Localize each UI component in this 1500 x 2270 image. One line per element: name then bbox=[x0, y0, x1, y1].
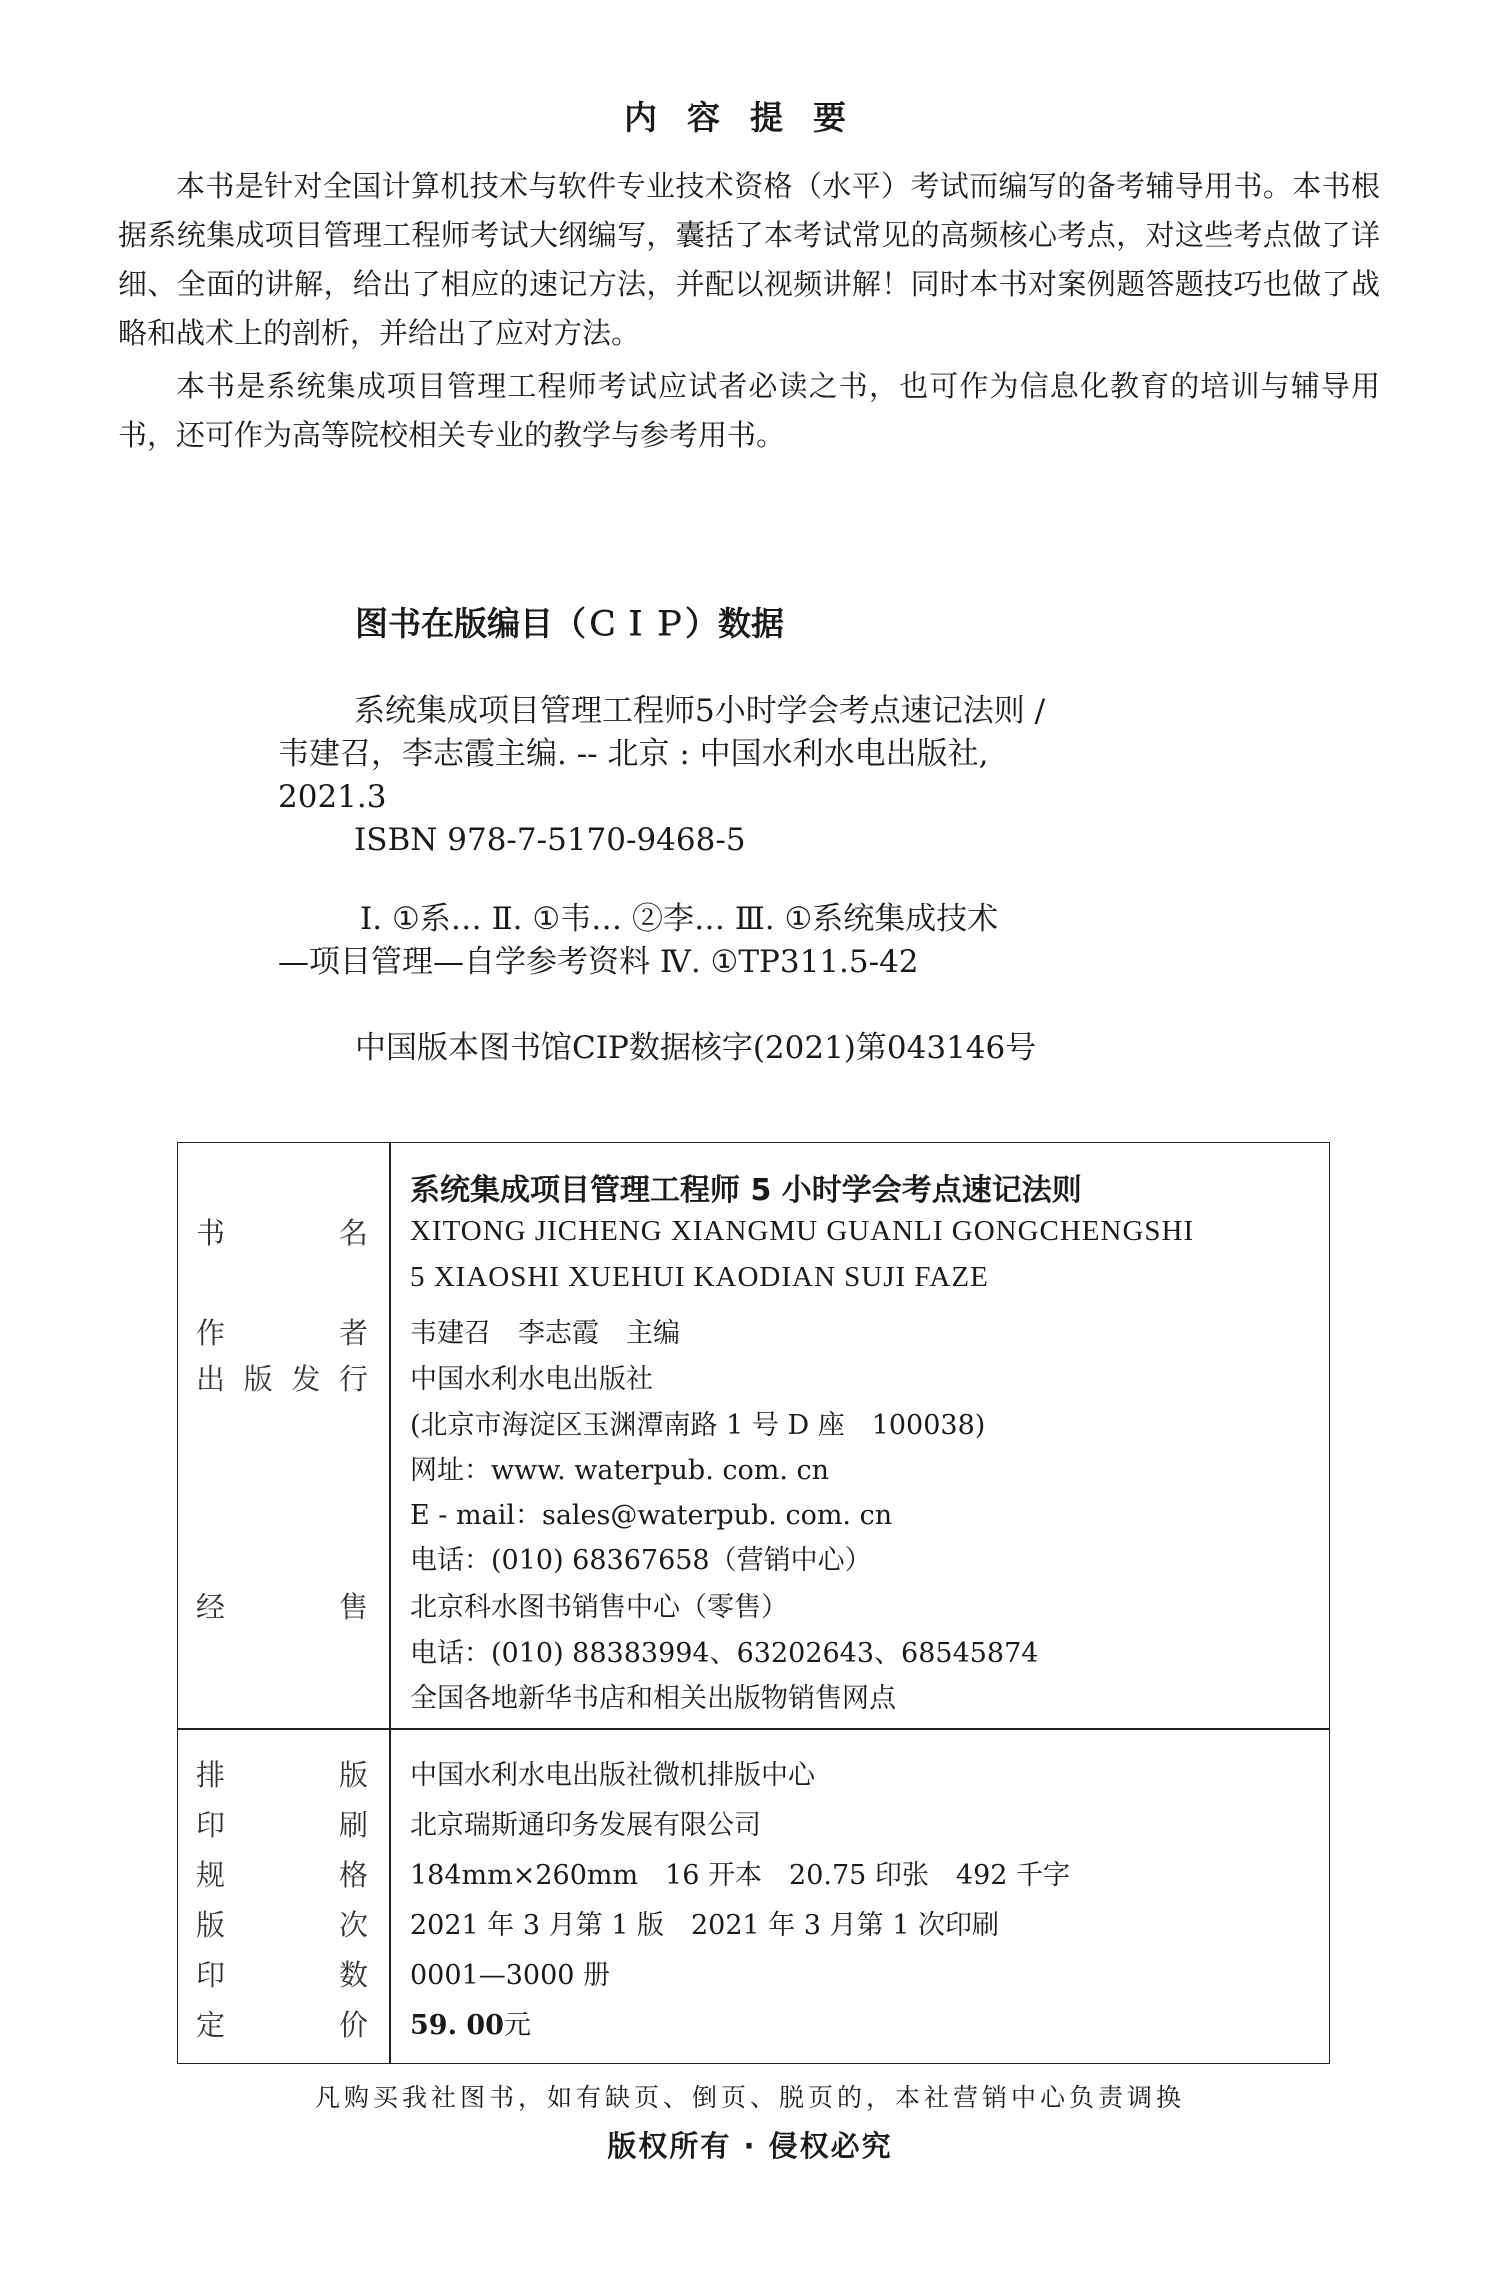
distributor-phone: 电话：(010) 88383994、63202643、68545874 bbox=[410, 1638, 1039, 1669]
label-distributor: 经 售 bbox=[196, 1590, 368, 1624]
cip-record-number: 中国版本图书馆CIP数据核字(2021)第043146号 bbox=[355, 1030, 1037, 1066]
label-author: 作 者 bbox=[196, 1316, 368, 1350]
publisher-name: 中国水利水电出版社 bbox=[410, 1364, 653, 1395]
publisher-email: E - mail：sales@waterpub. com. cn bbox=[410, 1500, 893, 1531]
print-run-value: 0001—3000 册 bbox=[410, 1960, 611, 1991]
label-edition: 版 次 bbox=[196, 1908, 368, 1942]
label-price: 定 价 bbox=[196, 2008, 368, 2042]
label-printing: 印 刷 bbox=[196, 1808, 368, 1842]
cip-heading: 图书在版编目（ＣＩＰ）数据 bbox=[355, 604, 784, 643]
cip-title-line-2: 韦建召，李志霞主编. -- 北京 : 中国水利水电出版社, bbox=[278, 736, 989, 772]
book-title-pinyin-1: XITONG JICHENG XIANGMU GUANLI GONGCHENGSHI bbox=[410, 1215, 1195, 1247]
cip-subject-line-1: Ⅰ. ①系… Ⅱ. ①韦… ②李… Ⅲ. ①系统集成技术 bbox=[360, 901, 999, 937]
cip-subject-line-2: —项目管理—自学参考资料 Ⅳ. ①TP311.5-42 bbox=[278, 944, 919, 980]
printing-value: 北京瑞斯通印务发展有限公司 bbox=[410, 1810, 761, 1841]
copyright-notice: 版权所有 · 侵权必究 bbox=[607, 2129, 893, 2163]
label-typesetting: 排 版 bbox=[196, 1758, 368, 1792]
label-book-name: 书 名 bbox=[196, 1216, 368, 1250]
summary-paragraph-2: 本书是系统集成项目管理工程师考试应试者必读之书，也可作为信息化教育的培训与辅导用书，还可作为高等院校相关专业的教学与参考用书。 bbox=[118, 369, 1380, 452]
label-publisher: 出 版 发 行 bbox=[196, 1362, 368, 1396]
cip-title-block bbox=[278, 690, 1238, 862]
cip-title-line-3: 2021.3 bbox=[278, 779, 387, 815]
publisher-address: (北京市海淀区玉渊潭南路 1 号 D 座 100038) bbox=[410, 1410, 986, 1441]
author-value: 韦建召 李志霞 主编 bbox=[410, 1318, 680, 1349]
publisher-phone: 电话：(010) 68367658（营销中心） bbox=[410, 1545, 872, 1576]
summary-paragraph-1: 本书是针对全国计算机技术与软件专业技术资格（水平）考试而编写的备考辅导用书。本书根据系统集成项目管理工程师考试大纲编写，囊括了本考试常见的高频核心考点，对这些考点做了详细、全面的讲解，给出了相应的速记方法，并配以视频讲解！同时本书对案例题答题技巧也做了战略和战术上的剖析，并给出了应对方法。 bbox=[118, 169, 1380, 350]
distributor-name: 北京科水图书销售中心（零售） bbox=[410, 1592, 788, 1623]
cip-title-line-1: 系统集成项目管理工程师5小时学会考点速记法则 / bbox=[354, 693, 1046, 729]
book-title-pinyin-2: 5 XIAOSHI XUEHUI KAODIAN SUJI FAZE bbox=[410, 1261, 989, 1293]
label-print-run: 印 数 bbox=[196, 1958, 368, 1992]
spec-value: 184mm×260mm 16 开本 20.75 印张 492 千字 bbox=[410, 1860, 1071, 1891]
cip-subjects-block bbox=[278, 898, 1238, 984]
replacement-notice: 凡购买我社图书，如有缺页、倒页、脱页的，本社营销中心负责调换 bbox=[314, 2083, 1185, 2112]
summary-title: 内容提要 bbox=[624, 98, 876, 137]
table-row-divider bbox=[178, 1728, 1329, 1730]
distributor-network: 全国各地新华书店和相关出版物销售网点 bbox=[410, 1683, 896, 1714]
publication-info-table bbox=[177, 1142, 1330, 2064]
publisher-website: 网址：www. waterpub. com. cn bbox=[410, 1455, 830, 1486]
typesetting-value: 中国水利水电出版社微机排版中心 bbox=[410, 1760, 815, 1791]
price-value bbox=[410, 2003, 1320, 2042]
price-amount: 59. 00 bbox=[410, 2010, 504, 2041]
book-title: 系统集成项目管理工程师 5 小时学会考点速记法则 bbox=[410, 1173, 1082, 1208]
cip-isbn: ISBN 978-7-5170-9468-5 bbox=[354, 822, 746, 858]
edition-value: 2021 年 3 月第 1 版 2021 年 3 月第 1 次印刷 bbox=[410, 1910, 999, 1941]
price-unit: 元 bbox=[503, 2010, 531, 2041]
label-spec: 规 格 bbox=[196, 1858, 368, 1892]
table-column-divider bbox=[389, 1143, 391, 2063]
